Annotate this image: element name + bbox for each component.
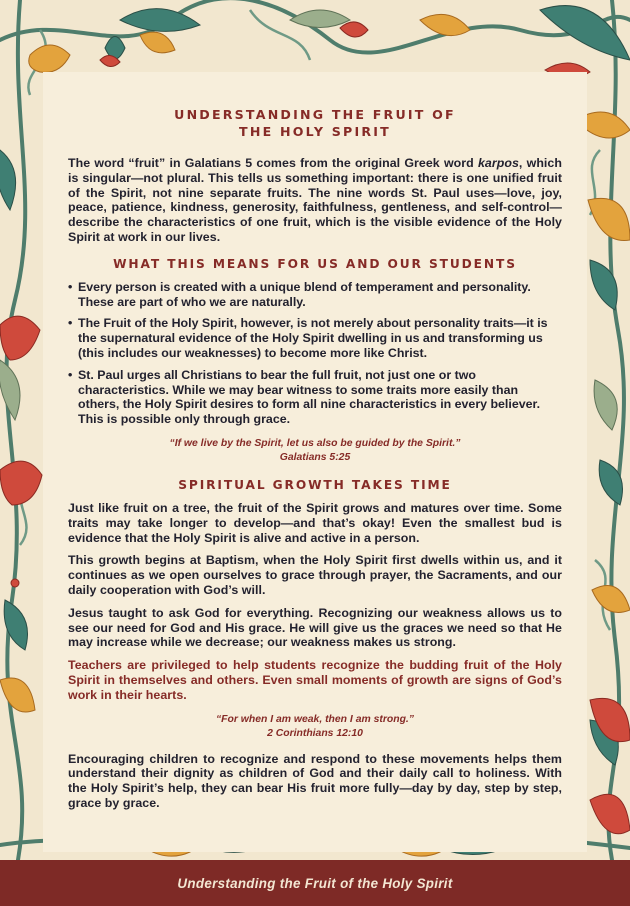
content-panel [43,72,587,852]
bullet-text: Every person is created with a unique blend of temperament and personality. These are part of who we are naturally. [78,279,531,309]
footer-title: Understanding the Fruit of the Holy Spirit [177,875,453,891]
scripture-quote-galatians [68,437,562,466]
page-title [68,106,562,140]
bullet-text: The Fruit of the Holy Spirit, however, is not merely about personality traits—it is the supernatural evidence of the Holy Spirit dwelling in us and transforming us (this includes our weaknesses) to become more like Christ. [78,316,548,360]
bullet-item [68,280,562,310]
bullet-list [68,280,562,427]
section-heading-spiritual-growth: SPIRITUAL GROWTH TAKES TIME [178,477,452,492]
page-title-line-2: THE HOLY SPIRIT [239,124,391,139]
bullet-dot: • [68,279,73,294]
teachers-highlight-paragraph: Teachers are privileged to help students recognize the budding fruit of the Holy Spirit in themselves and others. Even small moments of growth are signs of God’s work in their hearts. [68,658,562,702]
quote-text: “For when I am weak, then I am strong.” [215,713,415,725]
quote-text: “If we live by the Spirit, let us also be guided by the Spirit.” [169,437,461,449]
page-title-line-1: UNDERSTANDING THE FRUIT OF [174,107,456,122]
scripture-quote-corinthians [68,713,562,742]
footer-band [0,860,630,906]
intro-text-start: The word “fruit” in Galatians 5 comes from the original Greek word [68,156,478,170]
quote-citation: 2 Corinthians 12:10 [267,728,363,740]
bullet-item [68,316,562,360]
closing-paragraph: Encouraging children to recognize and respond to these movements helps them understand their dignity as children of God and their daily call to holiness. With the Holy Spirit’s help, they can bear His fruit more fully—day by day, step by step, grace by grace. [68,751,562,810]
bullet-text: St. Paul urges all Christians to bear the full fruit, not just one or two characteristics. While we may bear witness to some traits more easily than others, the Holy Spirit desires to form all nine characteristics in every believer. This is possible only through grace. [78,367,541,427]
growth-paragraph: This growth begins at Baptism, when the Holy Spirit first dwells within us, and it continues as we open ourselves to grace through prayer, the Sacraments, and our daily cooperation with God’s will. [68,553,562,597]
bullet-item [68,368,562,427]
growth-paragraph: Jesus taught to ask God for everything. Recognizing our weakness allows us to see our need for God and His grace. He will give us the graces we need so that He may increase while we decrease; our weakness makes us strong. [68,605,562,650]
intro-paragraph [68,156,562,245]
quote-citation: Galatians 5:25 [279,452,351,464]
intro-text-end: , which is singular—not plural. This tells us something important: there is one unified fruit of the Spirit, not nine separate fruits. The nine words St. Paul uses—love, joy, peace, patience, kindness, generosity, faithfulness, gentleness, and self-control—describe the characteristics of one fruit, which is the visible evidence of the Holy Spirit at work in our lives. [68,156,562,244]
section-heading-what-this-means: WHAT THIS MEANS FOR US AND OUR STUDENTS [113,256,517,271]
bullet-dot: • [68,316,73,331]
growth-paragraph: Just like fruit on a tree, the fruit of the Spirit grows and matures over time. Some traits may take longer to develop—and that’s okay! Even the smallest bud is evidence that the Holy Spirit is alive and active in a person. [68,500,562,545]
bullet-dot: • [68,367,73,382]
intro-greek-word: karpos [477,156,519,170]
